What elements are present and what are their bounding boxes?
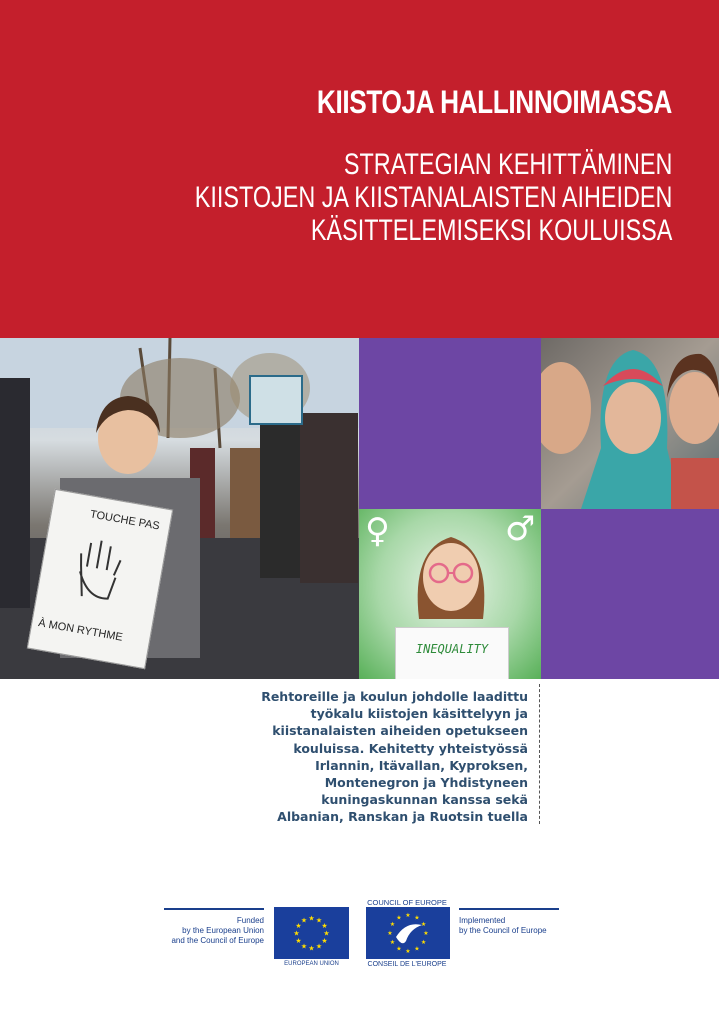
star-icon: ★ xyxy=(295,922,302,930)
cover-title: KIISTOJA HALLINNOIMASSA xyxy=(316,84,672,120)
star-icon: ★ xyxy=(323,930,330,938)
star-icon: ★ xyxy=(387,931,393,937)
hand-icon xyxy=(67,535,130,610)
coe-title-fr: CONSEIL DE L'EUROPE xyxy=(367,961,447,968)
star-icon: ★ xyxy=(414,946,420,953)
description-line: kiistanalaisten aiheiden opetukseen xyxy=(272,723,528,739)
male-symbol-icon: ♂ xyxy=(505,509,536,549)
dashed-divider xyxy=(539,684,540,824)
implemented-text xyxy=(459,908,559,936)
inequality-photo xyxy=(359,509,541,679)
description-line: työkalu kiistojen käsittelyyn ja xyxy=(310,706,528,722)
implemented-line: Implemented xyxy=(459,916,506,925)
star-icon: ★ xyxy=(420,922,427,928)
description-line: Rehtoreille ja koulun johdolle laadittu xyxy=(261,689,528,704)
description-line: kuningaskunnan kanssa sekä xyxy=(321,792,528,808)
star-icon: ★ xyxy=(293,930,300,938)
description-line: kouluissa. Kehitetty yhteistyössä xyxy=(293,740,528,756)
description-line: Albanian, Ranskan ja Ruotsin tuella xyxy=(277,809,528,825)
subtitle-line: STRATEGIAN KEHITTÄMINEN xyxy=(343,148,672,181)
coe-logo-icon xyxy=(366,907,450,959)
description-line: Irlannin, Itävallan, Kyproksen, xyxy=(315,757,528,773)
cover-description xyxy=(260,688,528,826)
inequality-sign-text: INEQUALITY xyxy=(415,642,489,656)
star-icon: ★ xyxy=(423,931,429,937)
star-icon: ★ xyxy=(308,945,315,953)
coe-title-en: COUNCIL OF EUROPE xyxy=(367,898,447,907)
cover-header xyxy=(0,0,719,338)
star-icon: ★ xyxy=(405,913,411,919)
cover-subtitle xyxy=(194,148,672,247)
star-icon: ★ xyxy=(420,940,427,946)
funded-line: Funded xyxy=(236,916,264,925)
funded-text xyxy=(164,908,264,946)
star-icon: ★ xyxy=(396,946,402,953)
implemented-line: by the Council of Europe xyxy=(459,926,547,935)
star-icon: ★ xyxy=(295,937,302,945)
eu-flag-icon xyxy=(274,907,349,959)
funded-line: and the Council of Europe xyxy=(171,936,264,945)
star-icon: ★ xyxy=(321,922,328,930)
star-icon: ★ xyxy=(321,937,328,945)
star-icon: ★ xyxy=(300,943,308,951)
protest-sign-top-text: TOUCHE PAS xyxy=(89,508,161,533)
subtitle-line: KIISTOJEN JA KIISTANALAISTEN AIHEIDEN xyxy=(194,181,672,214)
description-line: Montenegron ja Yhdistyneen xyxy=(324,775,528,791)
protest-photo xyxy=(0,338,359,679)
funded-line: by the European Union xyxy=(182,926,264,935)
star-icon: ★ xyxy=(414,915,420,922)
girls-photo xyxy=(541,338,719,509)
star-icon: ★ xyxy=(300,917,308,925)
star-icon: ★ xyxy=(389,940,396,946)
star-icon: ★ xyxy=(315,917,323,925)
purple-block-bottom xyxy=(541,509,719,679)
girls-scene xyxy=(541,338,719,509)
inequality-sign xyxy=(395,627,509,679)
purple-block-top xyxy=(359,338,541,509)
subtitle-line: KÄSITTELEMISEKSI KOULUISSA xyxy=(310,214,672,247)
star-icon: ★ xyxy=(396,915,402,922)
star-icon: ★ xyxy=(389,922,396,928)
female-symbol-icon: ♀ xyxy=(365,511,390,551)
star-icon: ★ xyxy=(405,949,411,955)
star-icon: ★ xyxy=(315,943,323,951)
star-icon: ★ xyxy=(308,915,315,923)
eu-label: EUROPEAN UNION xyxy=(284,961,339,967)
protest-sign-bottom-text: À MON RYTHME xyxy=(37,617,124,644)
